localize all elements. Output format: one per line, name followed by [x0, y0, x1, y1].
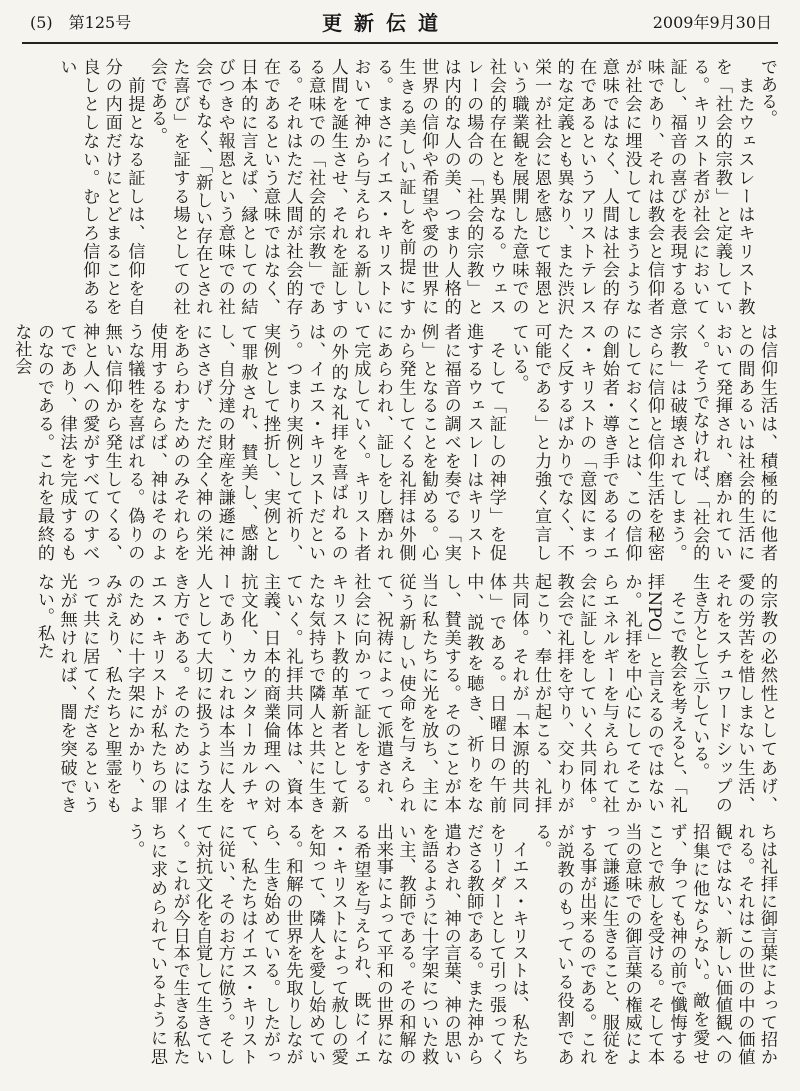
masthead: [22, 2, 778, 44]
text-tier-2: [11, 315, 778, 561]
newspaper-title: 更新伝道: [322, 11, 450, 35]
issue-number: (5) 第125号: [30, 13, 132, 32]
tier-2-paragraphs: は信仰生活は、積極的に他者との間あるいは社会的生活において発揮され、磨かれていく。そうでなければ、「社会的宗教」は破壊されてしまう。さらに信仰と信仰生活を秘密にしておくことは、この信仰の創始者・導き手であるイエス・キリストの「意図にまったく反するばかりでなく、不可能である」と力強く宣言している。 そして「証しの神学」を促進するウェスレーはキリスト者に福音の調べを奏でる「実例」となることを勧める。心から発生してくる礼拝は外側にあらわれ、証しをし磨かれて完成していく。キリスト者の外的な礼拝を喜ばれるのは、イエス・キリストだという。つまり実例として祈り、実例として挫折し、実例として罪赦され、賛美し、感謝し、自分達の財産を謙遜に神にささげ、ただ全く神の栄光をあらわすためのみそれらを使用するならば、神はそのような犠牲を喜ばれる。偽りの無い信仰から発生してくる、神と人への愛がすべてのすべてであり、律法を完成するものなのである。これを最終的な社会: [11, 323, 777, 561]
article-text-tier-4: [124, 815, 778, 1065]
tier-3-paragraphs: 的宗教の必然性としてあげ、愛の労苦を惜しまない生活、それをスチュワードシップの生き方として示している。 そこで教会を考えると、「礼拝NPO」と言えるのではないか。礼拝を中心にしてそこからエネルギーを与えられて社会に証しをしていく共同体。教会で礼拝を守り、交わりが起こり、奉仕が起こる、礼拝共同体。それが「本源的共同体」である。日曜日の午前中、説教を聴き、祈りをなし、賛美する。そのことが本当に私たちに光を放ち、主に従う新しい使命を与えられて、祝祷によって派遣され、社会に向かって証しをする。キリスト教的革新者として新たな気持ちで隣人と共に生きていく。礼拝共同体は、資本主義、日本的商業倫理への対抗文化、カウンターカルチャーであり、これは本当に人を人として大切に扱うような生き方である。そのためにはイエス・キリストが私たちの罪のために十字架にかかり、よみがえり、私たちと聖霊をもって共に居てくださるという光が無ければ、闇を突破できない。私た: [34, 573, 777, 813]
text-tier-3: [22, 565, 778, 813]
text-tier-1: [22, 50, 778, 315]
text-tier-4: [22, 815, 778, 1065]
tier-1-paragraphs: である。 またウェスレーはキリスト教を「社会的宗教」と定義している。キリスト者が社会において証し、福音の喜びを表現する意味であり、それは教会と信仰者が社会に埋没してしまうような意味ではなく、人間は社会的存在であるというアリストテレス的な定義とも異なり、また渋沢栄一が社会に恩を感じて報恩という職業観を展開した意味での社会的存在とも異なる。ウェスレーの場合の「社会的宗教」とは内的な人の美、つまり人格的世界の信仰や希望や愛の世界に生きる美しい証しを前提にする。まさにイエス・キリストにおいて神から与えられる新しい人間を誕生させ、それを証しする意味での「社会的宗教」である。それはただ人間が社会的存在であるという意味ではなく、日本的に言えば、縁としての結びつきや報恩という意味での社会でもなく、「新しい存在とされた喜び」を証する場としての社会である。 前提となる証しは、信仰を自分の内面だけにとどまることを良しとしない。むしろ信仰あるい: [56, 58, 777, 315]
issue-date: 2009年9月30日: [652, 13, 772, 32]
article-text-tier-2: [11, 315, 778, 561]
article-text-tier-3: [34, 565, 778, 813]
tier-4-paragraphs: ちは礼拝に御言葉によって招かれる。それはこの世の中の価値観ではない、新しい価値観への招集に他ならない。敵を愛せず、争っても神の前で懺悔することで赦しを受ける。そして本当の意味での御言葉の権威によって謙遜に生きること、服従をする事が出来るのである。これが説教のもっている役割である。 イエス・キリストは、私たちをリーダーとして引っ張ってくださる教師である。また神から遣わされ、神の言葉、神の思いを語るように十字架についた救い主、教師である。その和解の出来事によって平和の世界になる希望を与えられ、既にイエス・キリストによって赦しの愛を知って、隣人を愛し始めている。和解の世界を先取りしながら、生き始めている。したがって、私たちはイエス・キリストに従い、そのお方に倣う。そして対抗文化を自覚して生きていく。これが今日本で生きる私たちに求められているように思う。: [124, 823, 777, 1065]
article-text-tier-1: [56, 50, 778, 315]
